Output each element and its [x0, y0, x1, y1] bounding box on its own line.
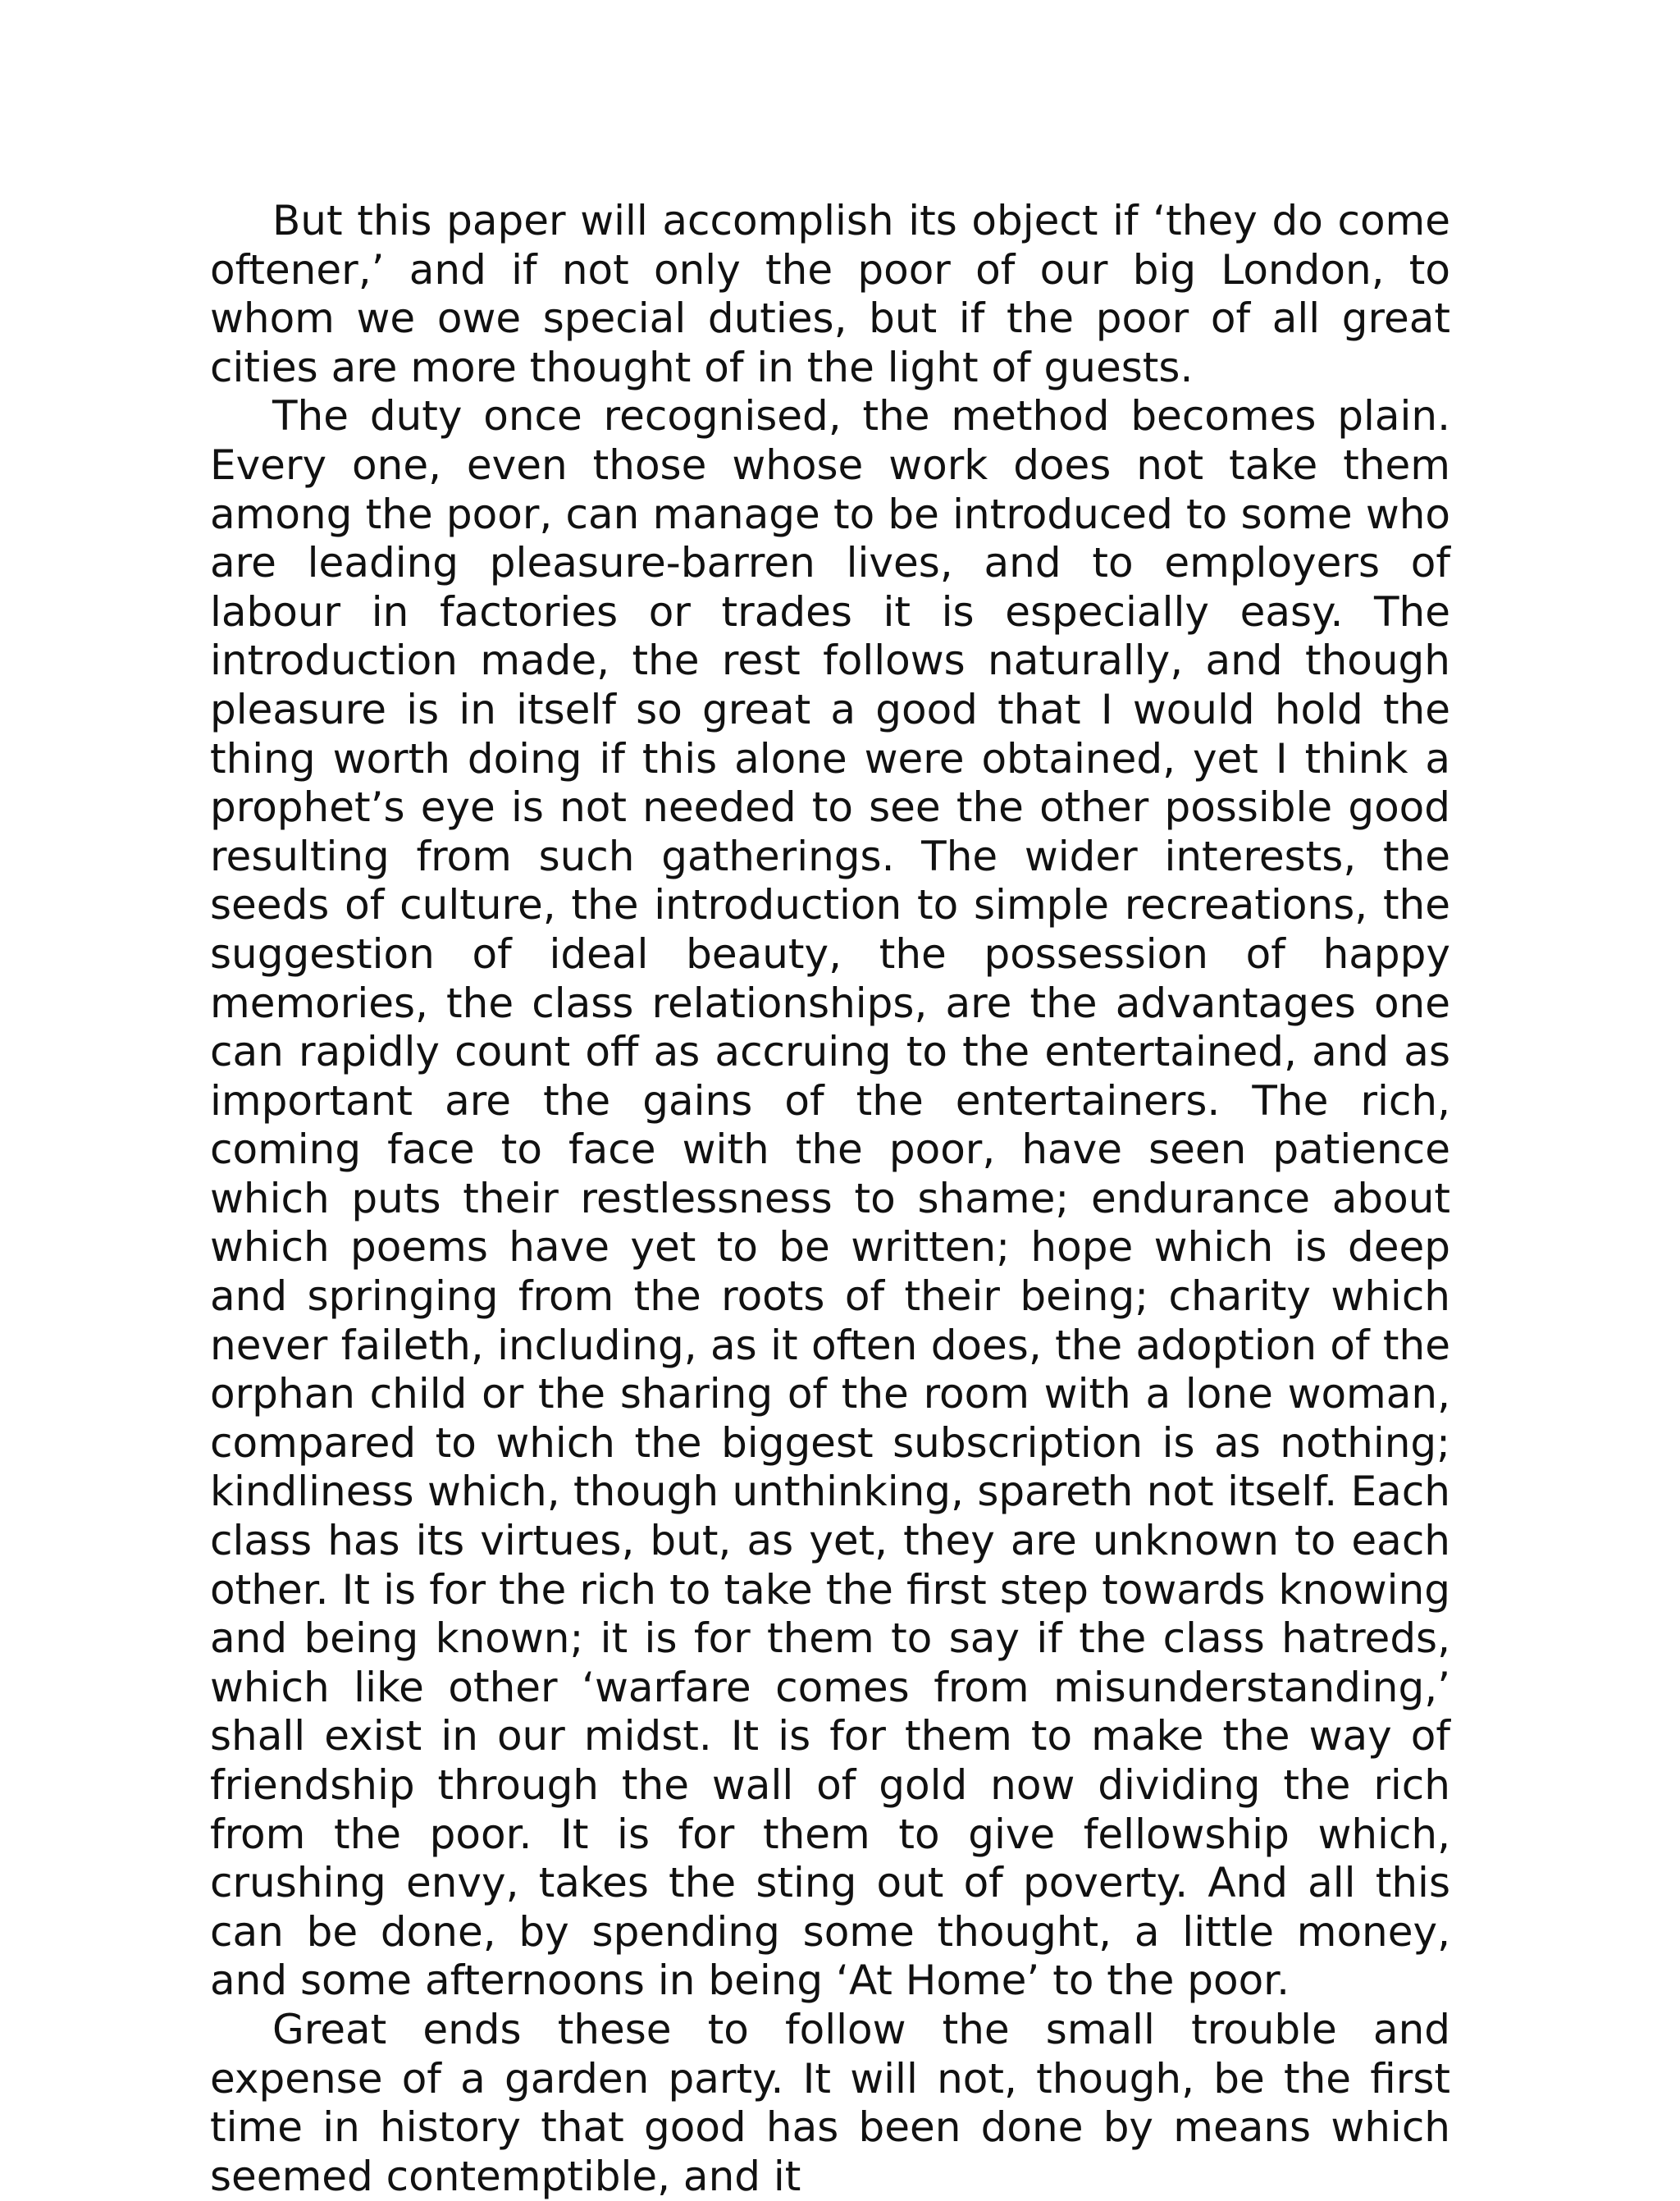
page-text [210, 197, 1450, 2201]
paragraph-3: Great ends these to follow the small trouble and expense of a garden party. It will not, though, be the first time in history that good has been done by means which seemed contemptible, and it [210, 2005, 1450, 2200]
paragraph-1: But this paper will accomplish its object if ‘they do come oftener,’ and if not only the poor of our big London, to whom we owe special duties, but if the poor of all great cities are more thought of in the light of guests. [210, 197, 1450, 391]
paragraph-2: The duty once recognised, the method becomes plain. Every one, even those whose work does not take them among the poor, can manage to be introduced to some who are leading pleasure-barren lives, and to employers of labour in factories or trades it is especially easy. The introduction made, the rest follows naturally, and though pleasure is in itself so great a good that I would hold the thing worth doing if this alone were obtained, yet I think a prophet’s eye is not needed to see the other possible good resulting from such gatherings. The wider interests, the seeds of culture, the introduction to simple recreations, the suggestion of ideal beauty, the possession of happy memories, the class relationships, are the advantages one can rapidly count off as accruing to the entertained, and as important are the gains of the entertainers. The rich, coming face to face with the poor, have seen patience which puts their restlessness to shame; endurance about which poems have yet to be written; hope which is deep and springing from the roots of their being; charity which never faileth, including, as it often does, the adoption of the orphan child or the sharing of the room with a lone woman, compared to which the biggest subscription is as nothing; kindliness which, though unthinking, spareth not itself. Each class has its virtues, but, as yet, they are unknown to each other. It is for the rich to take the first step towards knowing and being known; it is for them to say if the class hatreds, which like other ‘warfare comes from misunderstanding,’ shall exist in our midst. It is for them to make the way of friendship through the wall of gold now dividing the rich from the poor. It is for them to give fellowship which, crushing envy, takes the sting out of poverty. And all this can be done, by spending some thought, a little money, and some afternoons in being ‘At Home’ to the poor. [210, 392, 1450, 2005]
